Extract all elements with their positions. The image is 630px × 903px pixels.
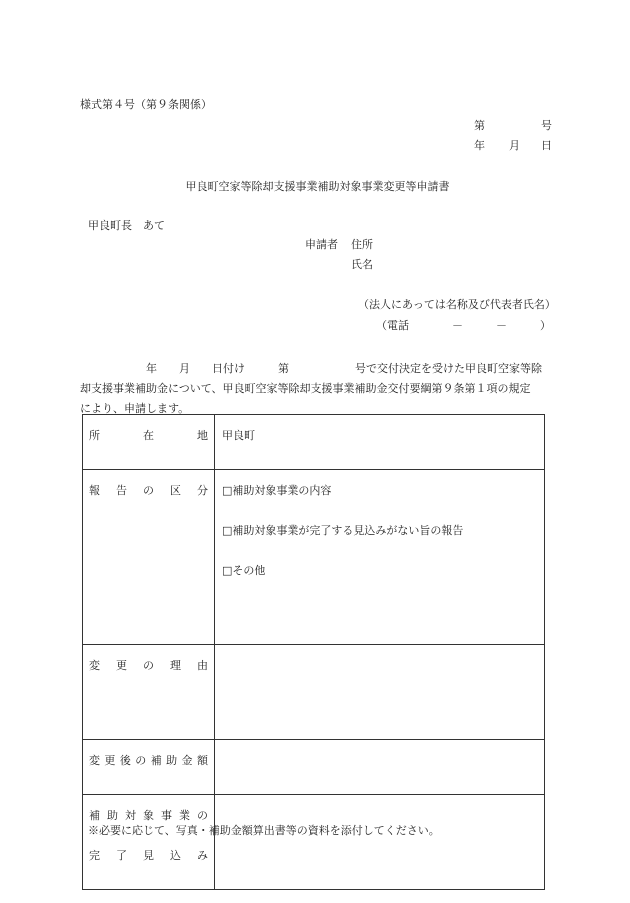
applicant-label: 申請者 bbox=[305, 238, 338, 251]
footnote: ※必要に応じて、写真・補助金額算出書等の資料を添付してください。 bbox=[88, 824, 440, 837]
label-char: 額 bbox=[196, 754, 208, 767]
row-change-reason bbox=[83, 645, 545, 740]
amount-after-change-label bbox=[83, 740, 215, 795]
label-char: 区 bbox=[170, 484, 181, 497]
label-char: 業 bbox=[179, 809, 190, 822]
change-reason-value-cell[interactable] bbox=[215, 645, 545, 740]
addressee: 甲良町長 あて bbox=[88, 219, 165, 232]
application-body-text bbox=[80, 359, 550, 419]
telephone-dash-2: － bbox=[496, 319, 507, 332]
report-category-options bbox=[215, 470, 545, 645]
label-char: 了 bbox=[116, 849, 127, 862]
completion-outlook-value-cell[interactable] bbox=[215, 795, 545, 890]
label-char: 助 bbox=[107, 809, 118, 822]
date-day-label: 日 bbox=[541, 139, 552, 152]
row-completion-outlook bbox=[83, 795, 545, 890]
location-value-cell[interactable] bbox=[215, 415, 545, 470]
corporate-note: （法人にあっては名称及び代表者氏名） bbox=[358, 298, 556, 311]
label-char: 象 bbox=[143, 809, 154, 822]
report-category-label bbox=[83, 470, 215, 645]
label-char: 分 bbox=[197, 484, 208, 497]
name-label: 氏名 bbox=[351, 258, 373, 271]
label-char: 所 bbox=[89, 429, 100, 442]
label-char: 助 bbox=[166, 754, 178, 767]
location-label bbox=[83, 415, 215, 470]
label-char: の bbox=[143, 484, 154, 497]
date-year-label: 年 bbox=[474, 139, 485, 152]
label-char: 由 bbox=[197, 659, 208, 672]
body-line-1: 年 月 日付け 第 号で交付決定を受けた甲良町空家等除 bbox=[80, 362, 542, 375]
location-value: 甲良町 bbox=[222, 429, 255, 442]
label-char: 報 bbox=[89, 484, 100, 497]
address-label: 住所 bbox=[351, 238, 373, 251]
application-table bbox=[82, 414, 545, 890]
row-location bbox=[83, 415, 545, 470]
label-char: 金 bbox=[181, 754, 193, 767]
row-amount-after-change bbox=[83, 740, 545, 795]
option-not-completing[interactable]: □補助対象事業が完了する見込みがない旨の報告 bbox=[222, 524, 464, 537]
label-char: 完 bbox=[89, 849, 100, 862]
label-char: の bbox=[143, 659, 154, 672]
label-char: 変 bbox=[89, 659, 100, 672]
label-char: 地 bbox=[197, 429, 208, 442]
label-char: 更 bbox=[116, 659, 127, 672]
form-number: 様式第４号（第９条関係） bbox=[80, 98, 212, 111]
doc-number-dai: 第 bbox=[474, 119, 485, 132]
telephone-close: ） bbox=[540, 319, 551, 332]
label-char: 対 bbox=[125, 809, 136, 822]
amount-after-change-value-cell[interactable] bbox=[215, 740, 545, 795]
row-report-category bbox=[83, 470, 545, 645]
change-reason-label bbox=[83, 645, 215, 740]
telephone-open: （電話 bbox=[376, 319, 409, 332]
label-char: 事 bbox=[161, 809, 172, 822]
label-char: み bbox=[197, 849, 208, 862]
document-title: 甲良町空家等除却支援事業補助対象事業変更等申請書 bbox=[185, 180, 450, 193]
label-char: の bbox=[197, 809, 208, 822]
label-char: 後 bbox=[119, 754, 131, 767]
label-char: 在 bbox=[143, 429, 154, 442]
label-char: 更 bbox=[104, 754, 116, 767]
label-char: 込 bbox=[170, 849, 181, 862]
telephone-dash-1: － bbox=[452, 319, 463, 332]
label-char: 理 bbox=[170, 659, 181, 672]
label-char: の bbox=[135, 754, 147, 767]
date-month-label: 月 bbox=[509, 139, 520, 152]
label-char: 補 bbox=[89, 809, 100, 822]
label-char: 変 bbox=[89, 754, 100, 767]
label-char: 告 bbox=[116, 484, 127, 497]
option-project-content[interactable]: □補助対象事業の内容 bbox=[222, 484, 332, 497]
body-line-2: 却支援事業補助金について、甲良町空家等除却支援事業補助金交付要綱第９条第１項の規定 bbox=[80, 382, 531, 395]
telephone-line bbox=[376, 319, 551, 333]
label-char: 補 bbox=[150, 754, 162, 767]
doc-number-gou: 号 bbox=[541, 119, 552, 132]
label-char: 見 bbox=[143, 849, 154, 862]
body-line-3: により、申請します。 bbox=[80, 402, 190, 415]
completion-outlook-label bbox=[83, 795, 215, 890]
option-other[interactable]: □その他 bbox=[222, 564, 266, 577]
